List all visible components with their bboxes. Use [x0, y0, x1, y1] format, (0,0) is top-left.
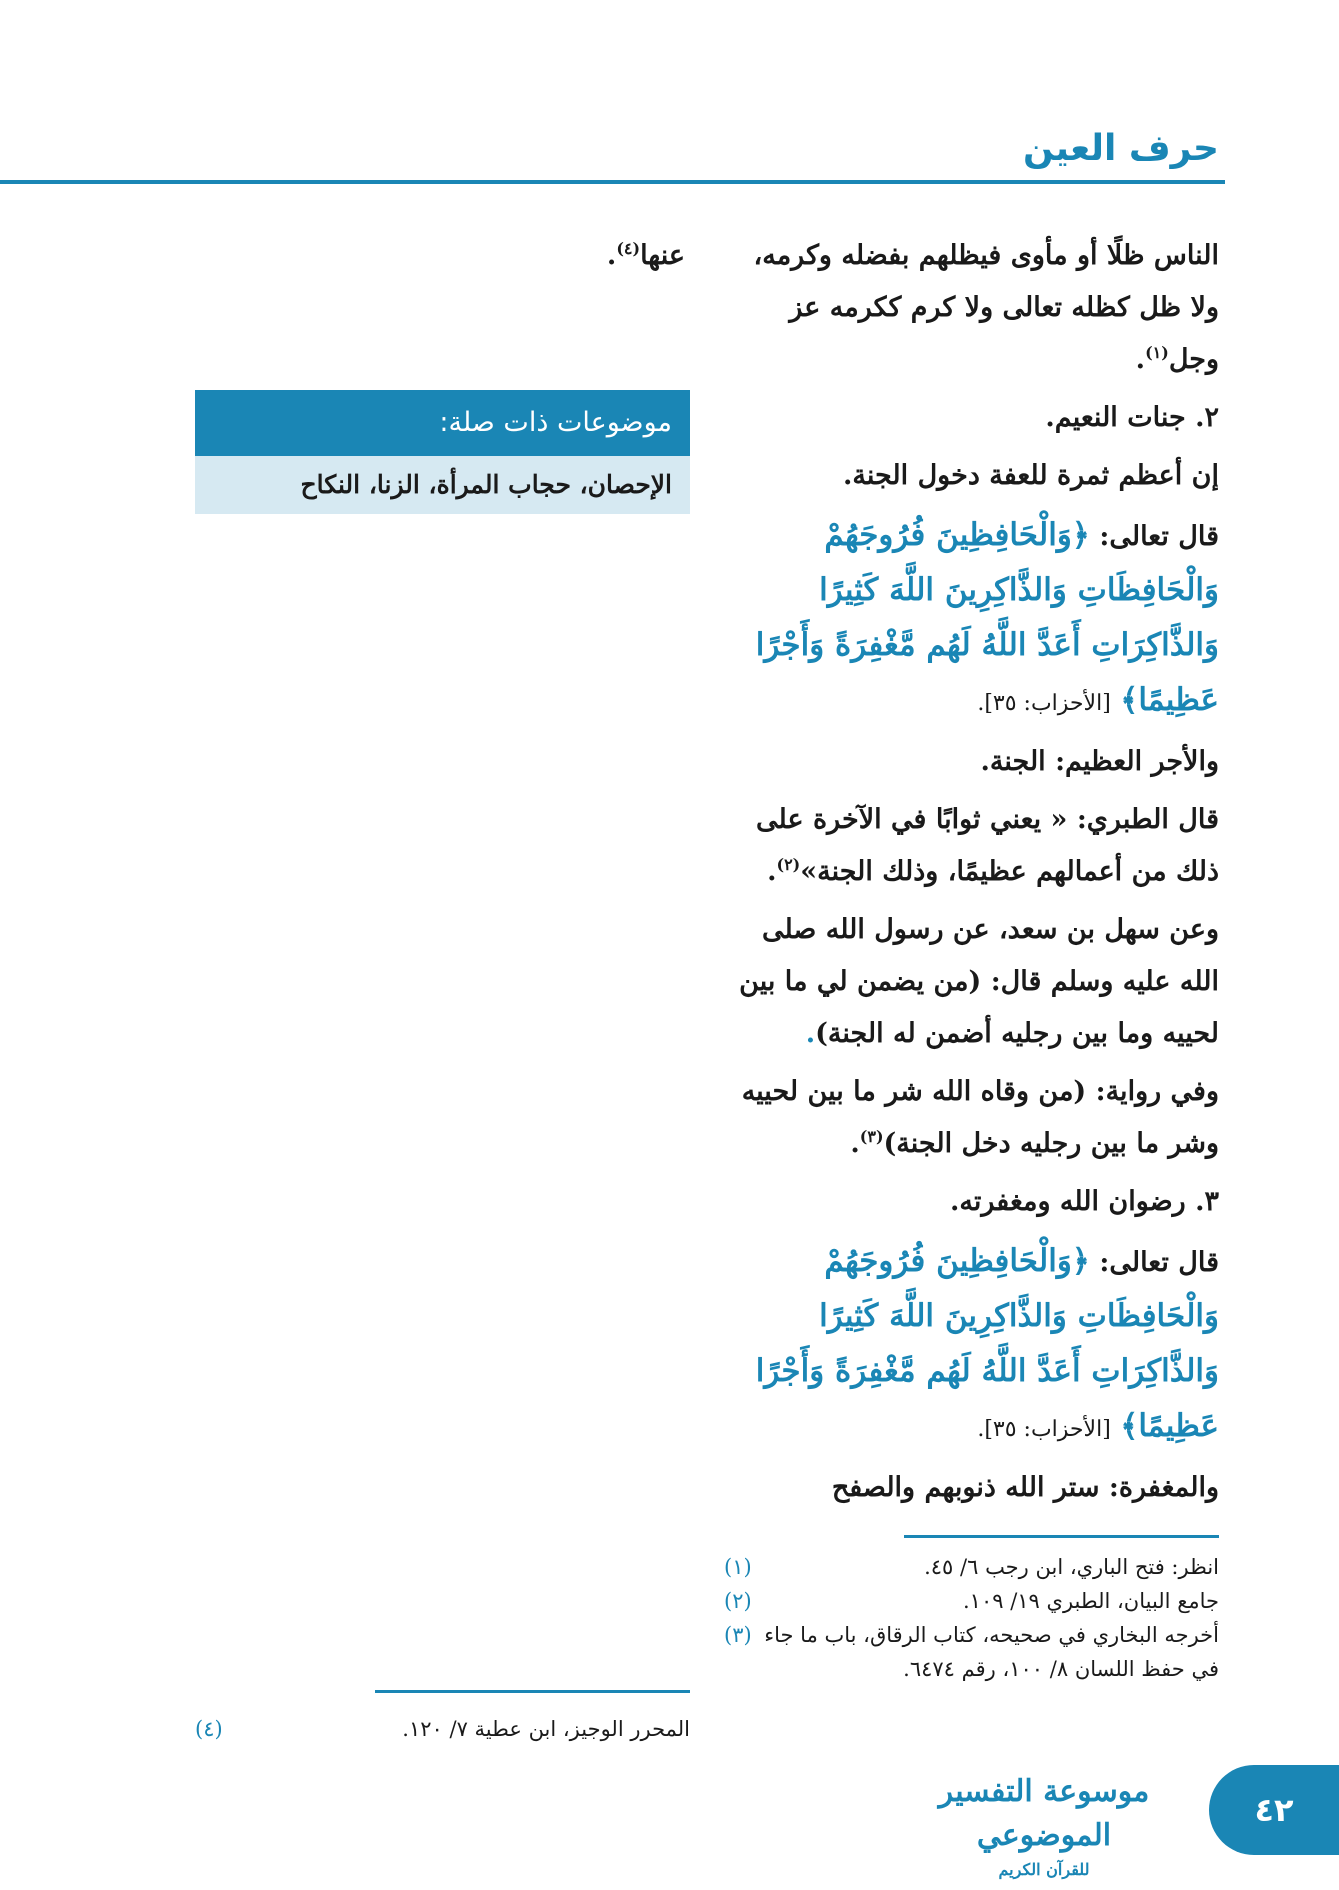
paragraph-text: وعن سهل بن سعد، عن رسول الله صلى الله عليه وسلم قال: — [761, 914, 1219, 997]
related-topics-box — [195, 390, 690, 514]
footnote-number: (٣) — [724, 1623, 752, 1647]
period: . — [767, 856, 777, 887]
paragraph: والمغفرة: ستر الله ذنوبهم والصفح — [831, 1472, 1219, 1503]
verse-paragraph — [724, 1234, 1219, 1456]
footnote-text: المحرر الوجيز، ابن عطية ٧/ ١٢٠. — [402, 1717, 690, 1741]
header-rule — [0, 180, 1225, 184]
period: . — [805, 1018, 816, 1049]
footnote-ref: (٣) — [859, 1127, 884, 1146]
footnote-rule — [904, 1535, 1219, 1538]
subheading: ٣. رضوان الله ومغفرته. — [950, 1186, 1219, 1217]
hadith-text: (من يضمن لي ما بين لحييه وما بين رجليه أضمن له الجنة) — [739, 966, 1219, 1049]
series-subtitle: للقرآن الكريم — [998, 1860, 1090, 1879]
footnotes-main — [724, 1550, 1219, 1686]
footnote-ref: (٢) — [776, 855, 801, 874]
hadith-text: (من وقاه الله شر ما بين لحييه وشر ما بين رجليه دخل الجنة) — [741, 1076, 1219, 1159]
footnote-ref: (١) — [1145, 343, 1169, 362]
left-column-continuation — [195, 230, 685, 282]
footnote — [724, 1550, 1219, 1584]
paragraph — [724, 904, 1219, 1060]
footnote — [724, 1618, 1219, 1686]
period: . — [850, 1128, 860, 1159]
period: . — [1135, 344, 1146, 375]
paragraph: والأجر العظيم: الجنة. — [980, 746, 1219, 777]
series-logo — [914, 1770, 1174, 1879]
period: . — [606, 240, 617, 271]
paragraph-text: وفي رواية: — [1095, 1076, 1219, 1107]
page-header-title: حرف العين — [1023, 128, 1219, 169]
footnote-text: جامع البيان، الطبري ١٩/ ١٠٩. — [962, 1589, 1219, 1613]
quran-verse: ﴿وَالْحَافِظِينَ فُرُوجَهُمْ وَالْحَافِظَاتِ وَالذَّاكِرِينَ اللَّهَ كَثِيرًا وَالذَّاكِرَاتِ أَعَدَّ اللَّهُ لَهُم مَّغْفِرَةً وَأَجْرًا عَظِيمًا﴾ — [755, 517, 1219, 718]
paragraph-text: قال الطبري: « يعني ثوابًا في الآخرة على ذلك من أعمالهم عظيمًا، وذلك الجنة» — [756, 804, 1219, 887]
footnote-text: انظر: فتح الباري، ابن رجب ٦/ ٤٥. — [924, 1555, 1219, 1579]
paragraph — [724, 794, 1219, 898]
footnote-number: (٢) — [724, 1589, 752, 1613]
verse-reference: [الأحزاب: ٣٥]. — [977, 1417, 1111, 1442]
verse-lead: قال تعالى: — [1099, 1247, 1219, 1278]
paragraph — [724, 1066, 1219, 1170]
verse-reference: [الأحزاب: ٣٥]. — [977, 691, 1111, 716]
paragraph: إن أعظم ثمرة للعفة دخول الجنة. — [842, 460, 1219, 491]
footnote-number: (٤) — [195, 1717, 223, 1741]
footnote — [195, 1712, 690, 1746]
continuation-text: عنها — [640, 240, 685, 271]
verse-lead: قال تعالى: — [1099, 521, 1219, 552]
footnote-ref: (٤) — [616, 239, 641, 258]
page-number: ٤٢ — [1254, 1791, 1294, 1829]
verse-paragraph — [724, 508, 1219, 730]
subheading: ٢. جنات النعيم. — [1045, 402, 1219, 433]
footnote — [724, 1584, 1219, 1618]
main-column — [724, 230, 1219, 1520]
footnotes-left — [195, 1712, 690, 1746]
series-title: موسوعة التفسير الموضوعي — [938, 1774, 1150, 1853]
footnote-number: (١) — [724, 1555, 752, 1579]
quran-verse: ﴿وَالْحَافِظِينَ فُرُوجَهُمْ وَالْحَافِظَاتِ وَالذَّاكِرِينَ اللَّهَ كَثِيرًا وَالذَّاكِرَاتِ أَعَدَّ اللَّهُ لَهُم مَّغْفِرَةً وَأَجْرًا عَظِيمًا﴾ — [755, 1243, 1219, 1444]
paragraph-text: الناس ظلًا أو مأوى فيظلهم بفضله وكرمه، ولا ظل كظله تعالى ولا كرم ككرمه عز وجل — [753, 240, 1219, 375]
related-topics-list: الإحصان، حجاب المرأة، الزنا، النكاح — [195, 456, 690, 514]
page-number-badge — [1209, 1765, 1339, 1855]
related-topics-heading: موضوعات ذات صلة: — [195, 390, 690, 456]
footnote-text: أخرجه البخاري في صحيحه، كتاب الرقاق، باب ما جاء في حفظ اللسان ٨/ ١٠٠، رقم ٦٤٧٤. — [764, 1623, 1219, 1681]
paragraph — [724, 230, 1219, 386]
footnote-rule — [375, 1690, 690, 1693]
